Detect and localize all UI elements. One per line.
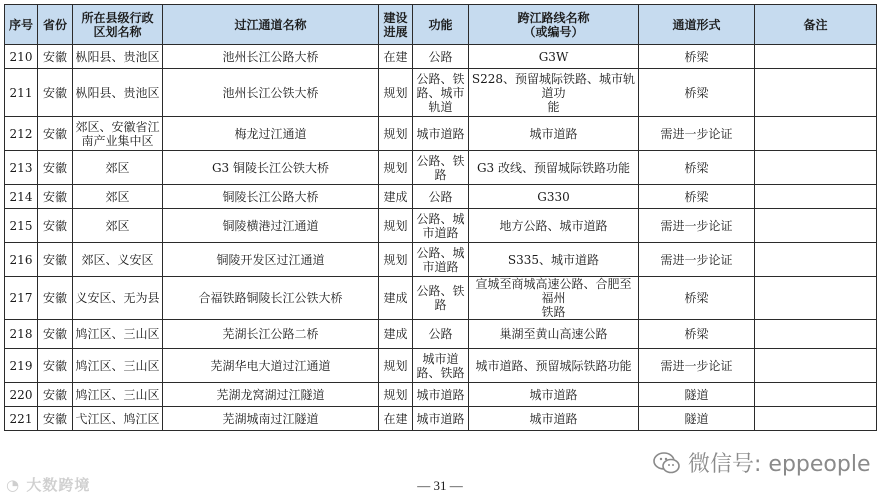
row-county xyxy=(73,407,163,431)
row-note xyxy=(755,243,877,277)
row-route-line: 城市道路、预留城际铁路功能 xyxy=(475,358,632,373)
row-function-line: 路 xyxy=(434,167,447,182)
row-route-line: 铁路 xyxy=(541,305,566,319)
logo-icon: ◔ xyxy=(6,476,21,494)
row-function-line: 城市道 xyxy=(422,351,459,366)
row-number: 217 xyxy=(5,277,38,320)
row-status: 规划 xyxy=(379,383,413,407)
row-county-line: 郊区 xyxy=(105,189,130,204)
row-route-line: 城市道路 xyxy=(529,411,578,426)
row-function-line: 公路、铁 xyxy=(416,71,465,86)
row-route-line: 城市道路 xyxy=(529,126,578,141)
row-crossing-name: 合福铁路铜陵长江公铁大桥 xyxy=(163,277,379,320)
row-route xyxy=(469,277,639,320)
crossing-table xyxy=(4,4,877,431)
row-status: 建成 xyxy=(379,185,413,209)
row-route xyxy=(469,320,639,349)
table-row xyxy=(5,45,877,69)
row-county xyxy=(73,243,163,277)
row-route-line: G3 改线、预留城际铁路功能 xyxy=(476,160,631,175)
row-note xyxy=(755,320,877,349)
col-province-header: 省份 xyxy=(38,5,73,45)
header-row xyxy=(5,5,877,45)
row-route xyxy=(469,349,639,383)
row-route xyxy=(469,209,639,243)
col-county-header: 所在县级行政 区划名称 xyxy=(73,5,163,45)
row-crossing-name: 芜湖城南过江隧道 xyxy=(163,407,379,431)
row-status: 建成 xyxy=(379,320,413,349)
row-crossing-name: 池州长江公铁大桥 xyxy=(163,69,379,117)
row-county xyxy=(73,151,163,185)
row-province: 安徽 xyxy=(38,277,73,320)
row-county-line: 郊区 xyxy=(105,218,130,233)
row-crossing-name: 铜陵开发区过江通道 xyxy=(163,243,379,277)
row-form: 需进一步论证 xyxy=(639,117,755,151)
row-number: 219 xyxy=(5,349,38,383)
row-route-line: S335、城市道路 xyxy=(507,252,600,267)
col-no-header: 序号 xyxy=(5,5,38,45)
wechat-watermark xyxy=(652,447,870,478)
row-function xyxy=(413,407,469,431)
row-crossing-name: 铜陵横港过江通道 xyxy=(163,209,379,243)
row-form: 需进一步论证 xyxy=(639,243,755,277)
row-county xyxy=(73,277,163,320)
table-row xyxy=(5,407,877,431)
table-row xyxy=(5,243,877,277)
row-number: 215 xyxy=(5,209,38,243)
row-note xyxy=(755,69,877,117)
row-function xyxy=(413,151,469,185)
row-function-line: 公路 xyxy=(428,49,453,64)
page-number: — 31 — xyxy=(417,478,463,493)
row-province: 安徽 xyxy=(38,349,73,383)
row-form: 桥梁 xyxy=(639,320,755,349)
row-route xyxy=(469,383,639,407)
wechat-id-text: 微信号: eppeople xyxy=(688,452,871,477)
row-county xyxy=(73,45,163,69)
row-function-line: 公路、城 xyxy=(416,245,465,260)
row-status: 规划 xyxy=(379,69,413,117)
row-province: 安徽 xyxy=(38,185,73,209)
row-county-line: 郊区、安徽省江 xyxy=(75,119,160,134)
row-note xyxy=(755,349,877,383)
row-function xyxy=(413,209,469,243)
row-province: 安徽 xyxy=(38,243,73,277)
row-function xyxy=(413,277,469,320)
row-crossing-name: 铜陵长江公路大桥 xyxy=(163,185,379,209)
row-county-line: 郊区、义安区 xyxy=(81,252,154,267)
table-row xyxy=(5,69,877,117)
row-county-line: 鸠江区、三山区 xyxy=(75,387,160,402)
row-route xyxy=(469,185,639,209)
row-route xyxy=(469,407,639,431)
row-function-line: 公路 xyxy=(428,189,453,204)
row-function xyxy=(413,185,469,209)
row-number: 218 xyxy=(5,320,38,349)
row-crossing-name: 芜湖华电大道过江通道 xyxy=(163,349,379,383)
row-county-line: 郊区 xyxy=(105,160,130,175)
row-county xyxy=(73,349,163,383)
row-note xyxy=(755,151,877,185)
row-function-line: 公路、铁 xyxy=(416,284,465,298)
row-form: 隧道 xyxy=(639,383,755,407)
row-province: 安徽 xyxy=(38,407,73,431)
row-county-line: 南产业集中区 xyxy=(81,133,154,148)
row-county xyxy=(73,320,163,349)
table-row xyxy=(5,117,877,151)
table-row xyxy=(5,383,877,407)
row-note xyxy=(755,277,877,320)
row-function-line: 路、铁路 xyxy=(416,365,465,380)
row-route-line: 宣城至商城高速公路、合肥至福州 xyxy=(475,277,632,305)
row-province: 安徽 xyxy=(38,209,73,243)
row-note xyxy=(755,117,877,151)
row-number: 211 xyxy=(5,69,38,117)
row-status: 在建 xyxy=(379,407,413,431)
row-county xyxy=(73,209,163,243)
row-county xyxy=(73,69,163,117)
row-province: 安徽 xyxy=(38,320,73,349)
row-crossing-name: 梅龙过江通道 xyxy=(163,117,379,151)
row-function xyxy=(413,243,469,277)
row-route-line: 地方公路、城市道路 xyxy=(499,218,608,233)
row-status: 规划 xyxy=(379,243,413,277)
row-form: 需进一步论证 xyxy=(639,209,755,243)
row-function-line: 市道路 xyxy=(422,259,459,274)
row-form: 桥梁 xyxy=(639,185,755,209)
row-number: 214 xyxy=(5,185,38,209)
col-route-header: 跨江路线名称 （或编号） xyxy=(469,5,639,45)
row-province: 安徽 xyxy=(38,383,73,407)
row-route-line: S228、预留城际铁路、城市轨道功 xyxy=(471,71,636,100)
row-county-line: 枞阳县、贵池区 xyxy=(75,49,160,64)
col-note-header: 备注 xyxy=(755,5,877,45)
row-county-line: 鸠江区、三山区 xyxy=(75,327,160,341)
row-crossing-name: 池州长江公路大桥 xyxy=(163,45,379,69)
wechat-icon xyxy=(652,450,682,476)
row-function-line: 公路、铁 xyxy=(416,153,465,168)
row-status: 在建 xyxy=(379,45,413,69)
table-row xyxy=(5,349,877,383)
row-status: 规划 xyxy=(379,117,413,151)
row-form: 隧道 xyxy=(639,407,755,431)
row-crossing-name: 芜湖长江公路二桥 xyxy=(163,320,379,349)
row-county-line: 鸠江区、三山区 xyxy=(75,358,160,373)
row-function xyxy=(413,383,469,407)
row-function xyxy=(413,69,469,117)
table-row xyxy=(5,185,877,209)
row-county-line: 弋江区、鸠江区 xyxy=(75,411,160,426)
table-row xyxy=(5,209,877,243)
row-province: 安徽 xyxy=(38,151,73,185)
row-route xyxy=(469,69,639,117)
row-status: 规划 xyxy=(379,349,413,383)
row-note xyxy=(755,185,877,209)
row-status: 建成 xyxy=(379,277,413,320)
row-province: 安徽 xyxy=(38,69,73,117)
col-status-header: 建设 进展 xyxy=(379,5,413,45)
row-function-line: 路、城市 xyxy=(416,85,465,100)
col-function-header: 功能 xyxy=(413,5,469,45)
row-function-line: 市道路 xyxy=(422,225,459,240)
row-route-line: 巢湖至黄山高速公路 xyxy=(499,327,608,341)
row-route xyxy=(469,243,639,277)
row-function-line: 城市道路 xyxy=(416,411,465,426)
row-form: 桥梁 xyxy=(639,277,755,320)
row-county-line: 义安区、无为县 xyxy=(75,291,160,305)
row-function xyxy=(413,45,469,69)
row-function-line: 公路、城 xyxy=(416,211,465,226)
row-number: 210 xyxy=(5,45,38,69)
table-row xyxy=(5,151,877,185)
row-route-line: G330 xyxy=(537,189,570,204)
row-county xyxy=(73,185,163,209)
col-form-header: 通道形式 xyxy=(639,5,755,45)
row-function-line: 公路 xyxy=(428,327,453,341)
logo-text: 大数跨境 xyxy=(26,476,91,494)
row-function xyxy=(413,117,469,151)
row-route-line: 能 xyxy=(547,99,560,114)
row-route xyxy=(469,151,639,185)
row-note xyxy=(755,407,877,431)
row-route-line: 城市道路 xyxy=(529,387,578,402)
row-province: 安徽 xyxy=(38,117,73,151)
row-crossing-name: G3 铜陵长江公铁大桥 xyxy=(163,151,379,185)
row-function xyxy=(413,349,469,383)
row-number: 221 xyxy=(5,407,38,431)
row-number: 212 xyxy=(5,117,38,151)
table-row xyxy=(5,277,877,320)
row-function-line: 城市道路 xyxy=(416,126,465,141)
row-note xyxy=(755,209,877,243)
row-route xyxy=(469,117,639,151)
row-function-line: 城市道路 xyxy=(416,387,465,402)
row-number: 213 xyxy=(5,151,38,185)
row-form: 桥梁 xyxy=(639,69,755,117)
table-body xyxy=(5,45,877,431)
row-form: 需进一步论证 xyxy=(639,349,755,383)
table-row xyxy=(5,320,877,349)
row-form: 桥梁 xyxy=(639,151,755,185)
row-function-line: 路 xyxy=(434,298,447,312)
row-county-line: 枞阳县、贵池区 xyxy=(75,85,160,100)
col-name-header: 过江通道名称 xyxy=(163,5,379,45)
row-route-line: G3W xyxy=(538,49,569,64)
row-crossing-name: 芜湖龙窝湖过江隧道 xyxy=(163,383,379,407)
row-county xyxy=(73,383,163,407)
row-status: 规划 xyxy=(379,209,413,243)
row-status: 规划 xyxy=(379,151,413,185)
row-county xyxy=(73,117,163,151)
row-function xyxy=(413,320,469,349)
row-number: 216 xyxy=(5,243,38,277)
row-note xyxy=(755,383,877,407)
row-function-line: 轨道 xyxy=(428,99,453,114)
row-number: 220 xyxy=(5,383,38,407)
row-form: 桥梁 xyxy=(639,45,755,69)
row-route xyxy=(469,45,639,69)
row-province: 安徽 xyxy=(38,45,73,69)
row-note xyxy=(755,45,877,69)
